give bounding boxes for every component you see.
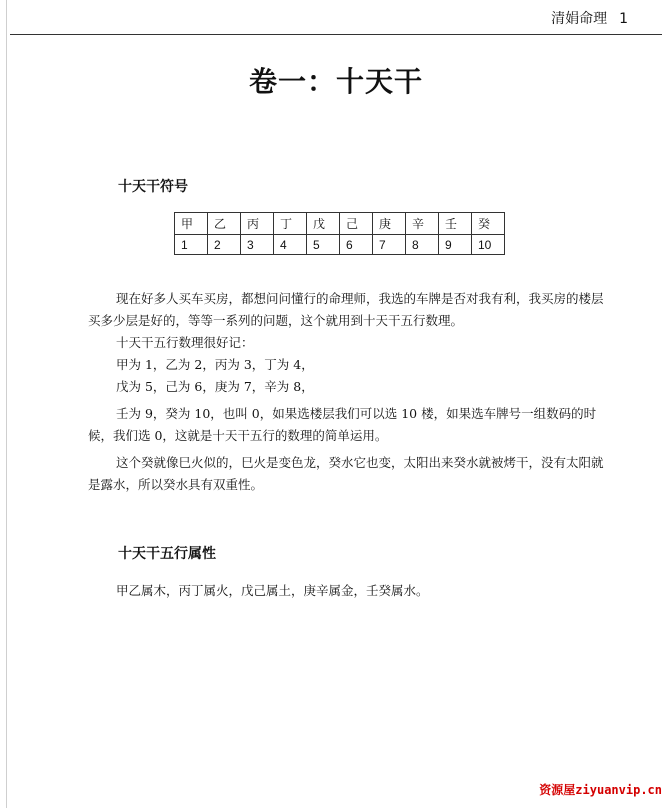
- paragraph-gui: 这个癸就像巳火似的，巳火是变色龙，癸水它也变，太阳出来癸水就被烤干，没有太阳就是露水，所以癸水具有双重性。: [88, 455, 604, 492]
- table-cell-stem: 戊: [307, 213, 340, 235]
- table-cell-number: 3: [241, 235, 274, 255]
- section-heading-symbols: 十天干符号: [118, 179, 188, 195]
- section-heading-elements: 十天干五行属性: [118, 546, 216, 562]
- table-cell-stem: 丙: [241, 213, 274, 235]
- table-cell-stem: 辛: [406, 213, 439, 235]
- paragraph-easy-memo: 十天干五行数理很好记：: [116, 335, 254, 350]
- stems-table: [174, 212, 505, 255]
- table-cell-number: 8: [406, 235, 439, 255]
- table-cell-number: 6: [340, 235, 373, 255]
- table-cell-number: 4: [274, 235, 307, 255]
- table-cell-number: 2: [208, 235, 241, 255]
- header-divider: [10, 34, 662, 35]
- table-cell-stem: 庚: [373, 213, 406, 235]
- table-cell-number: 7: [373, 235, 406, 255]
- table-cell-stem: 壬: [439, 213, 472, 235]
- table-cell-stem: 癸: [472, 213, 505, 235]
- paragraph-intro: 现在好多人买车买房，都想问问懂行的命理师，我选的车牌是否对我有利，我买房的楼层买多少层是好的，等等一系列的问题，这个就用到十天干五行数理。: [88, 291, 604, 328]
- paragraph-elements: 甲乙属木，丙丁属火，戊己属土，庚辛属金，壬癸属水。: [116, 583, 429, 598]
- table-cell-stem: 己: [340, 213, 373, 235]
- paragraph-list-2: 戊为 5，己为 6，庚为 7，辛为 8，: [116, 379, 314, 394]
- page-header: [551, 8, 628, 28]
- table-row-stems: [175, 213, 505, 235]
- chapter-title: 卷一：十天干: [248, 65, 423, 98]
- table-cell-stem: 丁: [274, 213, 307, 235]
- table-cell-number: 10: [472, 235, 505, 255]
- table-cell-number: 1: [175, 235, 208, 255]
- page-border: [6, 0, 7, 808]
- table-cell-number: 5: [307, 235, 340, 255]
- table-cell-stem: 甲: [175, 213, 208, 235]
- table-row-numbers: [175, 235, 505, 255]
- watermark-text: 资源屋ziyuanvip.cn: [539, 783, 662, 797]
- page-number: 1: [619, 11, 628, 27]
- table-cell-stem: 乙: [208, 213, 241, 235]
- table-cell-number: 9: [439, 235, 472, 255]
- book-title: 清娟命理: [551, 11, 608, 27]
- paragraph-list-3: 壬为 9，癸为 10，也叫 0，如果选楼层我们可以选 10 楼，如果选车牌号一组数码的时候，我们选 0，这就是十天干五行的数理的简单运用。: [88, 406, 597, 443]
- paragraph-list-1: 甲为 1，乙为 2，丙为 3，丁为 4，: [116, 357, 314, 372]
